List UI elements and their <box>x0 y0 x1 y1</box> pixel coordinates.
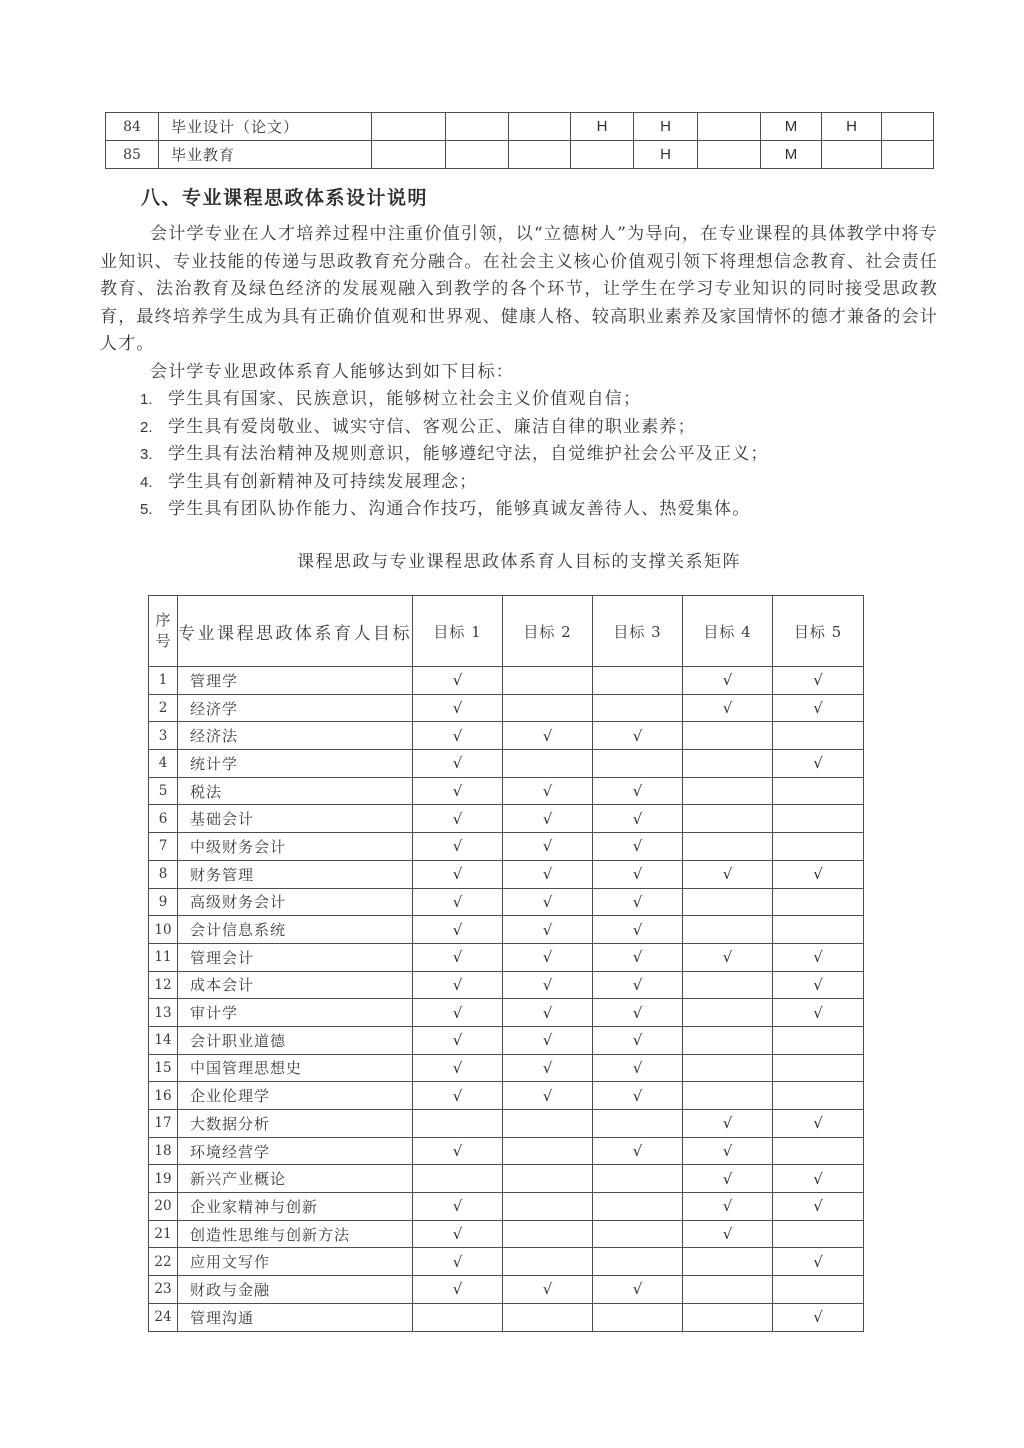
matrix-empty-cell <box>683 750 773 778</box>
matrix-row-number: 20 <box>149 1193 178 1221</box>
matrix-empty-cell <box>503 1303 593 1331</box>
matrix-check-mark: √ <box>503 1054 593 1082</box>
matrix-check-mark: √ <box>593 1026 683 1054</box>
matrix-check-mark: √ <box>773 1193 864 1221</box>
matrix-check-mark: √ <box>413 971 503 999</box>
matrix-row-course-name: 企业家精神与创新 <box>178 1193 413 1221</box>
matrix-row-number: 19 <box>149 1165 178 1193</box>
matrix-check-mark: √ <box>593 1276 683 1304</box>
matrix-check-mark: √ <box>773 667 864 695</box>
matrix-row <box>149 888 864 916</box>
matrix-row-course-name: 大数据分析 <box>178 1110 413 1138</box>
matrix-check-mark: √ <box>773 1248 864 1276</box>
matrix-check-mark: √ <box>593 1082 683 1110</box>
matrix-row-number: 2 <box>149 694 178 722</box>
matrix-empty-cell <box>773 1026 864 1054</box>
matrix-row-course-name: 新兴产业概论 <box>178 1165 413 1193</box>
matrix-row-course-name: 基础会计 <box>178 805 413 833</box>
matrix-row-number: 22 <box>149 1248 178 1276</box>
matrix-check-mark: √ <box>503 999 593 1027</box>
matrix-row <box>149 833 864 861</box>
matrix-check-mark: √ <box>593 833 683 861</box>
matrix-empty-cell <box>593 1248 683 1276</box>
matrix-empty-cell <box>593 1165 683 1193</box>
matrix-check-mark: √ <box>683 1137 773 1165</box>
section-heading: 八、专业课程思政体系设计说明 <box>141 188 429 209</box>
top-row-level-mark: H <box>634 141 698 169</box>
matrix-row <box>149 1276 864 1304</box>
matrix-check-mark: √ <box>413 722 503 750</box>
top-row-empty-cell <box>509 113 571 141</box>
matrix-row-course-name: 财政与金融 <box>178 1276 413 1304</box>
matrix-empty-cell <box>683 1054 773 1082</box>
matrix-row-course-name: 管理会计 <box>178 943 413 971</box>
matrix-row-number: 8 <box>149 860 178 888</box>
matrix-empty-cell <box>503 1137 593 1165</box>
matrix-header-goal-4: 目标 4 <box>683 596 773 667</box>
top-row-course-name: 毕业教育 <box>159 141 372 169</box>
matrix-check-mark: √ <box>413 860 503 888</box>
matrix-empty-cell <box>593 1220 683 1248</box>
matrix-row-course-name: 成本会计 <box>178 971 413 999</box>
goals-list-intro: 会计学专业思政体系育人能够达到如下目标： <box>150 361 514 382</box>
matrix-empty-cell <box>683 1248 773 1276</box>
matrix-check-mark: √ <box>593 722 683 750</box>
matrix-check-mark: √ <box>413 1082 503 1110</box>
matrix-row-course-name: 环境经营学 <box>178 1137 413 1165</box>
top-row-empty-cell <box>446 113 509 141</box>
goals-list <box>100 386 938 524</box>
matrix-empty-cell <box>683 888 773 916</box>
matrix-empty-cell <box>593 750 683 778</box>
goal-text: 学生具有团队协作能力、沟通合作技巧，能够真诚友善待人、热爱集体。 <box>168 499 751 519</box>
matrix-check-mark: √ <box>413 1137 503 1165</box>
top-row-level-mark: H <box>822 113 882 141</box>
top-row-empty-cell <box>882 141 934 169</box>
matrix-empty-cell <box>773 722 864 750</box>
matrix-check-mark: √ <box>503 1026 593 1054</box>
matrix-empty-cell <box>773 1054 864 1082</box>
top-row-empty-cell <box>698 113 761 141</box>
matrix-empty-cell <box>683 777 773 805</box>
matrix-check-mark: √ <box>413 1054 503 1082</box>
matrix-row <box>149 1303 864 1331</box>
matrix-check-mark: √ <box>503 1082 593 1110</box>
matrix-check-mark: √ <box>593 943 683 971</box>
matrix-empty-cell <box>773 1137 864 1165</box>
matrix-check-mark: √ <box>593 916 683 944</box>
matrix-check-mark: √ <box>683 1110 773 1138</box>
matrix-check-mark: √ <box>413 777 503 805</box>
matrix-row <box>149 971 864 999</box>
matrix-row <box>149 722 864 750</box>
matrix-empty-cell <box>773 1082 864 1110</box>
matrix-empty-cell <box>683 722 773 750</box>
matrix-check-mark: √ <box>413 694 503 722</box>
matrix-row-number: 3 <box>149 722 178 750</box>
matrix-check-mark: √ <box>773 860 864 888</box>
matrix-row <box>149 999 864 1027</box>
matrix-check-mark: √ <box>683 860 773 888</box>
matrix-row <box>149 943 864 971</box>
top-table-row <box>106 141 934 169</box>
matrix-row <box>149 1082 864 1110</box>
matrix-empty-cell <box>503 1248 593 1276</box>
top-row-level-mark: H <box>571 113 634 141</box>
matrix-check-mark: √ <box>503 777 593 805</box>
matrix-row-number: 17 <box>149 1110 178 1138</box>
matrix-empty-cell <box>503 1220 593 1248</box>
matrix-row-number: 1 <box>149 667 178 695</box>
matrix-empty-cell <box>773 1220 864 1248</box>
matrix-row-course-name: 管理沟通 <box>178 1303 413 1331</box>
matrix-empty-cell <box>683 1026 773 1054</box>
matrix-title: 课程思政与专业课程思政体系育人目标的支撑关系矩阵 <box>297 552 741 572</box>
matrix-empty-cell <box>773 833 864 861</box>
matrix-empty-cell <box>683 833 773 861</box>
matrix-row <box>149 860 864 888</box>
matrix-check-mark: √ <box>503 860 593 888</box>
matrix-header-course: 专业课程思政体系育人目标 <box>178 596 413 667</box>
matrix-empty-cell <box>593 1193 683 1221</box>
matrix-header-goal-2: 目标 2 <box>503 596 593 667</box>
top-row-empty-cell <box>698 141 761 169</box>
matrix-check-mark: √ <box>413 833 503 861</box>
matrix-row-number: 13 <box>149 999 178 1027</box>
matrix-row <box>149 916 864 944</box>
matrix-empty-cell <box>773 777 864 805</box>
matrix-check-mark: √ <box>413 943 503 971</box>
matrix-row-number: 4 <box>149 750 178 778</box>
matrix-empty-cell <box>593 694 683 722</box>
matrix-empty-cell <box>683 1276 773 1304</box>
goal-list-item <box>100 414 938 442</box>
matrix-row <box>149 1137 864 1165</box>
matrix-check-mark: √ <box>503 888 593 916</box>
top-row-empty-cell <box>822 141 882 169</box>
matrix-row-number: 21 <box>149 1220 178 1248</box>
matrix-check-mark: √ <box>773 1165 864 1193</box>
goal-text: 学生具有法治精神及规则意识，能够遵纪守法，自觉维护社会公平及正义； <box>168 444 769 464</box>
matrix-header-goal-3: 目标 3 <box>593 596 683 667</box>
matrix-check-mark: √ <box>773 1303 864 1331</box>
matrix-row-course-name: 税法 <box>178 777 413 805</box>
matrix-check-mark: √ <box>683 694 773 722</box>
top-row-level-mark: M <box>761 113 822 141</box>
matrix-check-mark: √ <box>413 667 503 695</box>
matrix-row-number: 5 <box>149 777 178 805</box>
matrix-check-mark: √ <box>593 888 683 916</box>
top-row-level-mark: M <box>761 141 822 169</box>
matrix-row-course-name: 经济学 <box>178 694 413 722</box>
matrix-check-mark: √ <box>773 1110 864 1138</box>
matrix-check-mark: √ <box>503 971 593 999</box>
matrix-empty-cell <box>503 694 593 722</box>
matrix-row <box>149 1054 864 1082</box>
matrix-check-mark: √ <box>773 694 864 722</box>
matrix-check-mark: √ <box>413 888 503 916</box>
matrix-check-mark: √ <box>593 999 683 1027</box>
matrix-empty-cell <box>503 1193 593 1221</box>
matrix-row <box>149 1220 864 1248</box>
goal-text: 学生具有国家、民族意识，能够树立社会主义价值观自信； <box>168 389 642 409</box>
matrix-check-mark: √ <box>413 1276 503 1304</box>
goal-list-item <box>100 441 938 469</box>
matrix-row <box>149 694 864 722</box>
goal-list-item <box>100 469 938 497</box>
matrix-row <box>149 667 864 695</box>
matrix-check-mark: √ <box>683 1165 773 1193</box>
matrix-row-number: 23 <box>149 1276 178 1304</box>
top-row-level-mark: H <box>634 113 698 141</box>
matrix-check-mark: √ <box>683 1220 773 1248</box>
matrix-header-seq: 序号 <box>149 596 178 667</box>
goal-number: 4. <box>140 473 153 491</box>
matrix-empty-cell <box>773 805 864 833</box>
matrix-empty-cell <box>503 750 593 778</box>
matrix-row-course-name: 中国管理思想史 <box>178 1054 413 1082</box>
top-row-empty-cell <box>882 113 934 141</box>
matrix-check-mark: √ <box>413 916 503 944</box>
matrix-row-course-name: 高级财务会计 <box>178 888 413 916</box>
matrix-row-number: 7 <box>149 833 178 861</box>
matrix-empty-cell <box>413 1303 503 1331</box>
top-row-number: 84 <box>106 113 159 141</box>
matrix-check-mark: √ <box>413 750 503 778</box>
matrix-empty-cell <box>503 1165 593 1193</box>
matrix-row <box>149 1193 864 1221</box>
matrix-row-course-name: 企业伦理学 <box>178 1082 413 1110</box>
goal-number: 1. <box>140 391 153 408</box>
matrix-header-goal-1: 目标 1 <box>413 596 503 667</box>
matrix-check-mark: √ <box>773 999 864 1027</box>
matrix-empty-cell <box>593 1303 683 1331</box>
matrix-check-mark: √ <box>773 750 864 778</box>
matrix-row-number: 18 <box>149 1137 178 1165</box>
top-row-empty-cell <box>372 113 446 141</box>
matrix-row <box>149 1026 864 1054</box>
matrix-check-mark: √ <box>413 1193 503 1221</box>
matrix-row-course-name: 审计学 <box>178 999 413 1027</box>
top-course-table <box>105 112 934 169</box>
matrix-row-course-name: 会计信息系统 <box>178 916 413 944</box>
matrix-check-mark: √ <box>593 777 683 805</box>
matrix-check-mark: √ <box>683 667 773 695</box>
matrix-check-mark: √ <box>503 916 593 944</box>
matrix-check-mark: √ <box>413 805 503 833</box>
matrix-check-mark: √ <box>413 1248 503 1276</box>
matrix-row-course-name: 应用文写作 <box>178 1248 413 1276</box>
goal-list-item <box>100 496 938 524</box>
goal-list-item <box>100 386 938 414</box>
matrix-check-mark: √ <box>503 1276 593 1304</box>
matrix-row-course-name: 财务管理 <box>178 860 413 888</box>
matrix-row-course-name: 会计职业道德 <box>178 1026 413 1054</box>
matrix-empty-cell <box>413 1165 503 1193</box>
matrix-row <box>149 750 864 778</box>
body-text-block <box>100 221 938 524</box>
top-row-empty-cell <box>571 141 634 169</box>
top-row-empty-cell <box>509 141 571 169</box>
matrix-check-mark: √ <box>593 971 683 999</box>
matrix-row-number: 16 <box>149 1082 178 1110</box>
matrix-row-course-name: 管理学 <box>178 667 413 695</box>
goal-number: 2. <box>140 418 153 436</box>
matrix-check-mark: √ <box>773 971 864 999</box>
matrix-empty-cell <box>683 971 773 999</box>
matrix-empty-cell <box>503 667 593 695</box>
matrix-row-number: 15 <box>149 1054 178 1082</box>
matrix-empty-cell <box>773 1276 864 1304</box>
support-matrix-table <box>148 595 864 1332</box>
matrix-empty-cell <box>773 888 864 916</box>
matrix-check-mark: √ <box>413 999 503 1027</box>
matrix-empty-cell <box>683 1082 773 1110</box>
goal-text: 学生具有爱岗敬业、诚实守信、客观公正、廉洁自律的职业素养； <box>168 416 696 437</box>
matrix-row <box>149 1165 864 1193</box>
matrix-row <box>149 805 864 833</box>
matrix-row-number: 12 <box>149 971 178 999</box>
matrix-row-number: 6 <box>149 805 178 833</box>
matrix-check-mark: √ <box>683 1193 773 1221</box>
matrix-row <box>149 777 864 805</box>
matrix-empty-cell <box>683 916 773 944</box>
matrix-empty-cell <box>593 1110 683 1138</box>
matrix-row-number: 9 <box>149 888 178 916</box>
top-row-empty-cell <box>446 141 509 169</box>
matrix-empty-cell <box>593 667 683 695</box>
matrix-empty-cell <box>683 999 773 1027</box>
matrix-row-number: 24 <box>149 1303 178 1331</box>
matrix-empty-cell <box>683 1303 773 1331</box>
top-row-number: 85 <box>106 141 159 169</box>
matrix-check-mark: √ <box>503 805 593 833</box>
matrix-check-mark: √ <box>413 1220 503 1248</box>
goal-number: 3. <box>140 446 153 463</box>
matrix-row-number: 14 <box>149 1026 178 1054</box>
goal-text: 学生具有创新精神及可持续发展理念； <box>168 471 478 492</box>
matrix-row <box>149 1110 864 1138</box>
intro-paragraph: 会计学专业在人才培养过程中注重价值引领，以“立德树人”为导向，在专业课程的具体教学中将专业知识、专业技能的传递与思政教育充分融合。在社会主义核心价值观引领下将理想信念教育、社会责任教育、法治教育及绿色经济的发展观融入到教学的各个环节，让学生在学习专业知识的同时接受思政教育，最终培养学生成为具有正确价值观和世界观、健康人格、较高职业素养及家国情怀的德才兼备的会计人才。 <box>100 224 938 354</box>
matrix-empty-cell <box>773 916 864 944</box>
matrix-check-mark: √ <box>683 943 773 971</box>
matrix-check-mark: √ <box>503 722 593 750</box>
matrix-header-row <box>149 596 864 667</box>
matrix-check-mark: √ <box>593 1054 683 1082</box>
matrix-check-mark: √ <box>413 1026 503 1054</box>
matrix-row-course-name: 统计学 <box>178 750 413 778</box>
matrix-check-mark: √ <box>593 860 683 888</box>
matrix-row-course-name: 经济法 <box>178 722 413 750</box>
top-table-body <box>106 113 934 169</box>
matrix-check-mark: √ <box>503 833 593 861</box>
matrix-empty-cell <box>503 1110 593 1138</box>
matrix-check-mark: √ <box>593 1137 683 1165</box>
matrix-row <box>149 1248 864 1276</box>
top-row-empty-cell <box>372 141 446 169</box>
matrix-check-mark: √ <box>503 943 593 971</box>
matrix-check-mark: √ <box>773 943 864 971</box>
matrix-table-body <box>149 667 864 1332</box>
matrix-empty-cell <box>413 1110 503 1138</box>
matrix-row-number: 10 <box>149 916 178 944</box>
matrix-check-mark: √ <box>593 805 683 833</box>
top-table-row <box>106 113 934 141</box>
top-row-course-name: 毕业设计（论文） <box>159 113 372 141</box>
matrix-row-course-name: 中级财务会计 <box>178 833 413 861</box>
matrix-empty-cell <box>683 805 773 833</box>
matrix-header-goal-5: 目标 5 <box>773 596 864 667</box>
matrix-row-number: 11 <box>149 943 178 971</box>
goal-number: 5. <box>140 501 153 518</box>
matrix-row-course-name: 创造性思维与创新方法 <box>178 1220 413 1248</box>
